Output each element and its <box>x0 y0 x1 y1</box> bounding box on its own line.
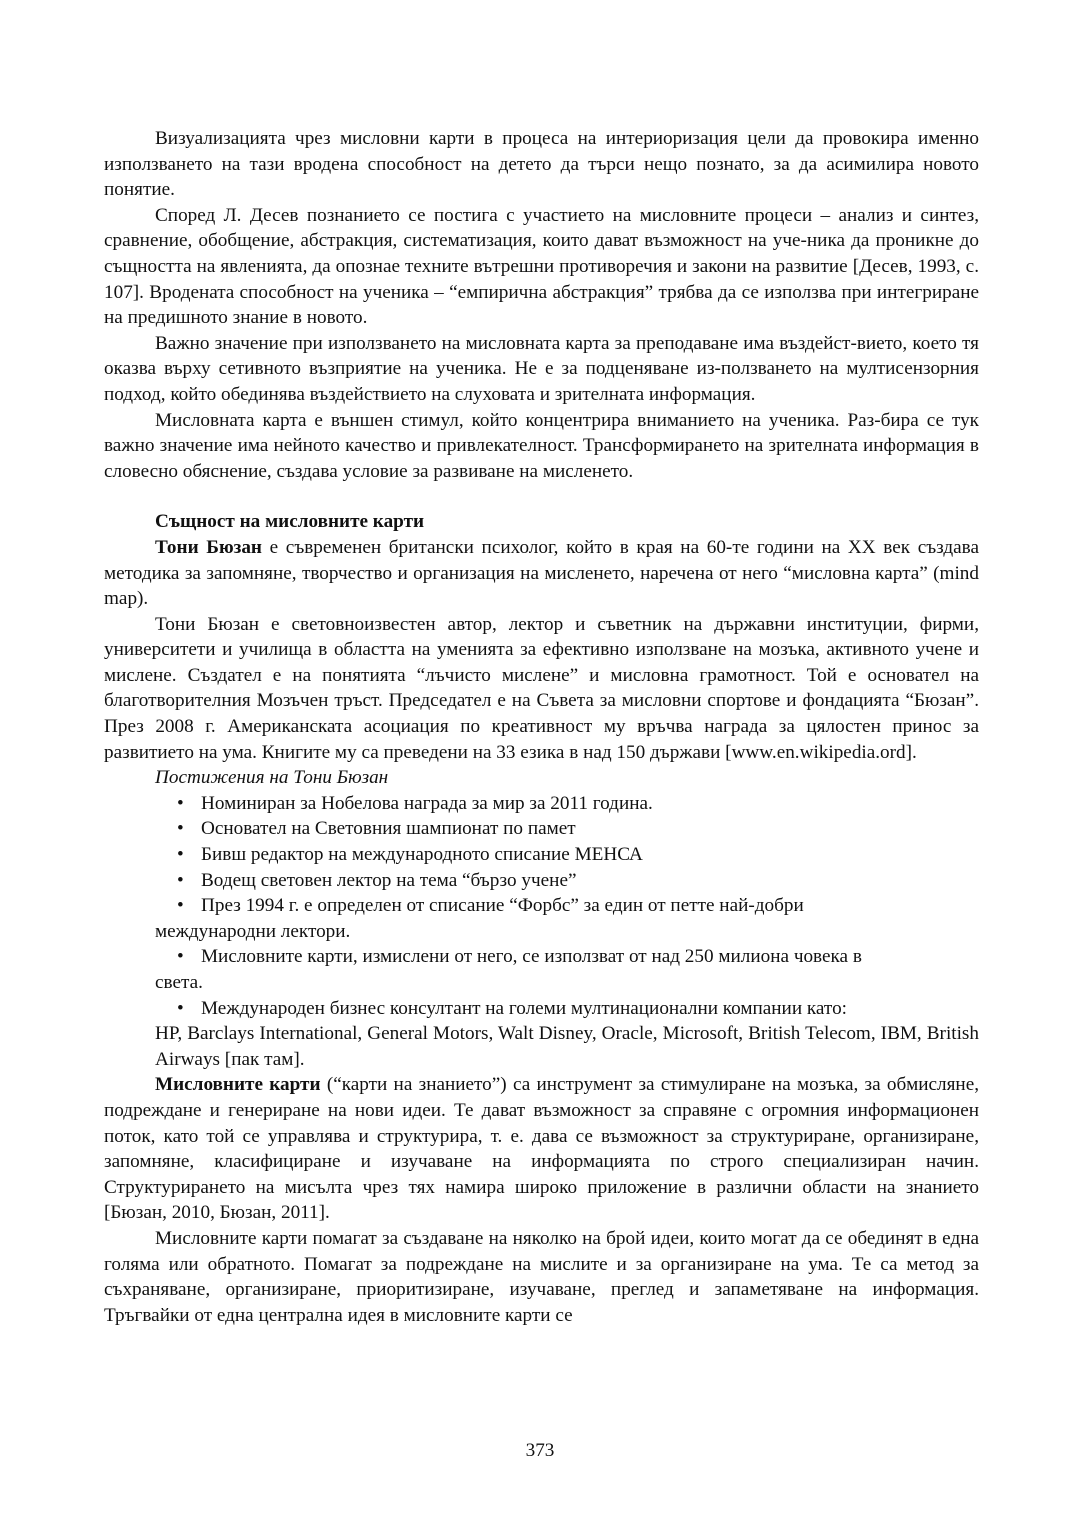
section-heading: Същност на мисловните карти <box>155 511 425 533</box>
bullet-icon: • <box>177 869 184 891</box>
section-spacer <box>104 484 979 509</box>
list-item: • Бивш редактор на международното списание МЕНСА <box>104 842 979 868</box>
bullet-icon: • <box>177 946 184 968</box>
achievements-title: Постижения на Тони Бюзан <box>155 767 389 789</box>
paragraph-mindmaps-help: Мисловните карти помагат за създаване на няколко на брой идеи, които могат да се обединят в една голяма или обратното. Помагат за подреждане на мислите и за организиране на ума. Те са метод за съхраняване, организиране, приоритизиране, изучаване, преглед и запаметяване на информация. Тръгвайки от една централна идея в мисловните карти се <box>104 1227 979 1326</box>
paragraph-mindmaps-definition <box>104 1072 979 1226</box>
paragraph-desev: Според Л. Десев познанието се постига с участието на мисловните процеси – анализ и синтез, сравнение, обобщение, абстракция, систематизация, които дават възможност на уче-ника да проникне до същността на явленията, да опознае техните вътрешни противоречия и закони на развитие [Десев, 1993, с. 107]. Вроденатa способност на ученика – “емпирична абстракция” трябва да се използва при интегриране на предишното знание в новото. <box>104 204 979 329</box>
mindmaps-term-bold: Мисловните карти <box>155 1074 321 1096</box>
bullet-icon: • <box>177 818 184 840</box>
list-item: • През 1994 г. е определен от списание “Форбс” за един от петте най-добри международни лектори. <box>155 895 804 942</box>
bullet-icon: • <box>177 895 184 917</box>
mindmaps-definition-text: (“карти на знанието”) са инструмент за стимулиране на мозъка, за обмисляне, подреждане и генериране на нови идеи. Те дават възможност за справяне с огромния информационен поток, като той се управлява и структурира, т. е. дава се възможност за структуриране, организиране, запомняне, класифициране и изучаване на информацията по строго специализиран начин. Структурирането на мисълта чрез тях намира широко приложение в различни области на знанието [Бюзан, 2010, Бюзан, 2011]. <box>104 1074 980 1224</box>
paragraph-buzan-bio: Тони Бюзан е световноизвестен автор, лектор и съветник на държавни институции, фирми, университети и училища в областта на уменията за ефективно използване на мозъка, активното учене и мислене. Създател е на понятията “лъчисто мислене” и мисловна грамотност. Той е основател на благотворителния Мозъчен тръст. Председател е на Съвета за мисловни спортове и фондацията “Бюзан”. През 2008 г. Американската асоциация по креативност му връчва награда за цялостен принос за развитието на ума. Книгите му са преведени на 33 езика в над 150 държави [www.en.wikipedia.ord]. <box>104 613 979 763</box>
list-item: • Водещ световен лектор на тема “бързо учене” <box>104 868 979 894</box>
paragraph-buzan-intro <box>104 535 979 612</box>
achievements-list <box>104 791 979 1073</box>
paragraph-sensory: Важно значение при използването на мисловната карта за преподаване има въздейст-вието, което тя оказва върху сетивното възприятие на ученика. Не е за подценяване из-ползването на мултисензорния подход, който обединява въздействието на слуховата и зрителната информация. <box>104 332 979 405</box>
paragraph-stimulus: Мисловната карта е външен стимул, който концентрира вниманието на ученика. Раз-бира се тук важно значение има нейното качество и привлекателност. Трансформирането на зрителната информация в словесно обяснение, създава условие за развиване на мисленето. <box>104 409 979 482</box>
document-page <box>104 126 979 1328</box>
bullet-icon: • <box>177 792 184 814</box>
paragraph-visualization: Визуализацията чрез мисловни карти в процеса на интериоризация цели да провокира именно използването на тази вродена способност на детето да търси нещо познато, за да асимилира новото понятие. <box>104 128 979 201</box>
buzan-intro-text: е съвременен британски психолог, който в края на 60-те години на XX век създава методика за запомняне, творчество и организация на мисленето, наречена от него “мисловна карта” (mind map). <box>104 536 979 610</box>
bullet-icon: • <box>177 844 184 866</box>
page-number: 373 <box>525 1440 555 1461</box>
list-item: • Мисловните карти, измислени от него, се използват от над 250 милиона човека в света. <box>155 946 862 993</box>
list-item: • Основател на Световния шампионат по памет <box>104 816 979 842</box>
buzan-name-bold: Тони Бюзан <box>155 536 262 558</box>
bullet-icon: • <box>177 997 184 1019</box>
list-item: • Международен бизнес консултант на големи мултинационални компании като: HP, Barclays International, General Motors, Walt Disney, Oracle, Microsoft, British Telecom, IBM, British Airways [пак там]. <box>155 997 979 1070</box>
list-item: • Номиниран за Нобелова награда за мир за 2011 година. <box>104 791 979 817</box>
